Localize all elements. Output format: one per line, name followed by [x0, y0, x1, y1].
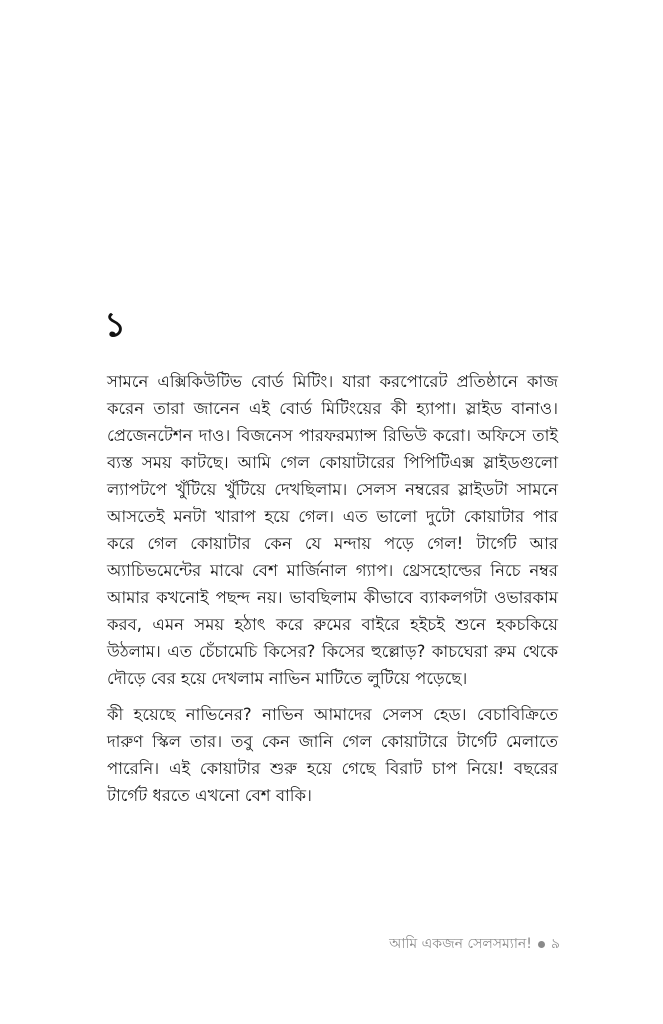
- page-footer: [389, 932, 560, 956]
- paragraph-2: কী হয়েছে নাভিনের? নাভিন আমাদের সেলস হেড। বেচাবিক্রিতে দারুণ স্কিল তার। তবু কেন জানি গেল কোয়াটারে টার্গেট মেলাতে পারেনি। এই কোয়াটার শুরু হয়ে গেছে বিরাট চাপ নিয়ে! বছরের টার্গেট ধরতে এখনো বেশ বাকি।: [107, 705, 558, 805]
- chapter-number: ১: [104, 305, 127, 345]
- running-title: আমি একজন সেলসম্যান!: [389, 936, 532, 952]
- chapter-body: [107, 368, 558, 809]
- paragraph-1: সামনে এক্সিকিউটিভ বোর্ড মিটিং। যারা করপোরেট প্রতিষ্ঠানে কাজ করেন তারা জানেন এই বোর্ড মিটিংয়ের কী হ্যাপা। স্লাইড বানাও। প্রেজেনটেশন দাও। বিজনেস পারফরম্যান্স রিভিউ করো। অফিসে তাই ব্যস্ত সময় কাটছে। আমি গেল কোয়াটারের পিপিটিএক্স স্লাইডগুলো ল্যাপটপে খুঁটিয়ে খুঁটিয়ে দেখছিলাম। সেলস নম্বরের স্লাইডটা সামনে আসতেই মনটা খারাপ হয়ে গেল। এত ভালো দুটো কোয়াটার পার করে গেল কোয়াটার কেন যে মন্দায় পড়ে গেল! টার্গেট আর অ্যাচিভমেন্টের মাঝে বেশ মার্জিনাল গ্যাপ। থ্রেসহোল্ডের নিচে নম্বর আমার কখনোই পছন্দ নয়। ভাবছিলাম কীভাবে ব্যাকলগটা ওভারকাম করব, এমন সময় হঠাৎ করে রুমের বাইরে হইচই শুনে হকচকিয়ে উঠলাম। এত চেঁচামেচি কিসের? কিসের হুল্লোড়? কাচঘেরা রুম থেকে দৌড়ে বের হয়ে দেখলাম নাভিন মাটিতে লুটিয়ে পড়েছে।: [107, 372, 558, 688]
- bullet-separator-icon: [538, 941, 545, 948]
- page-number: ৯: [550, 936, 560, 952]
